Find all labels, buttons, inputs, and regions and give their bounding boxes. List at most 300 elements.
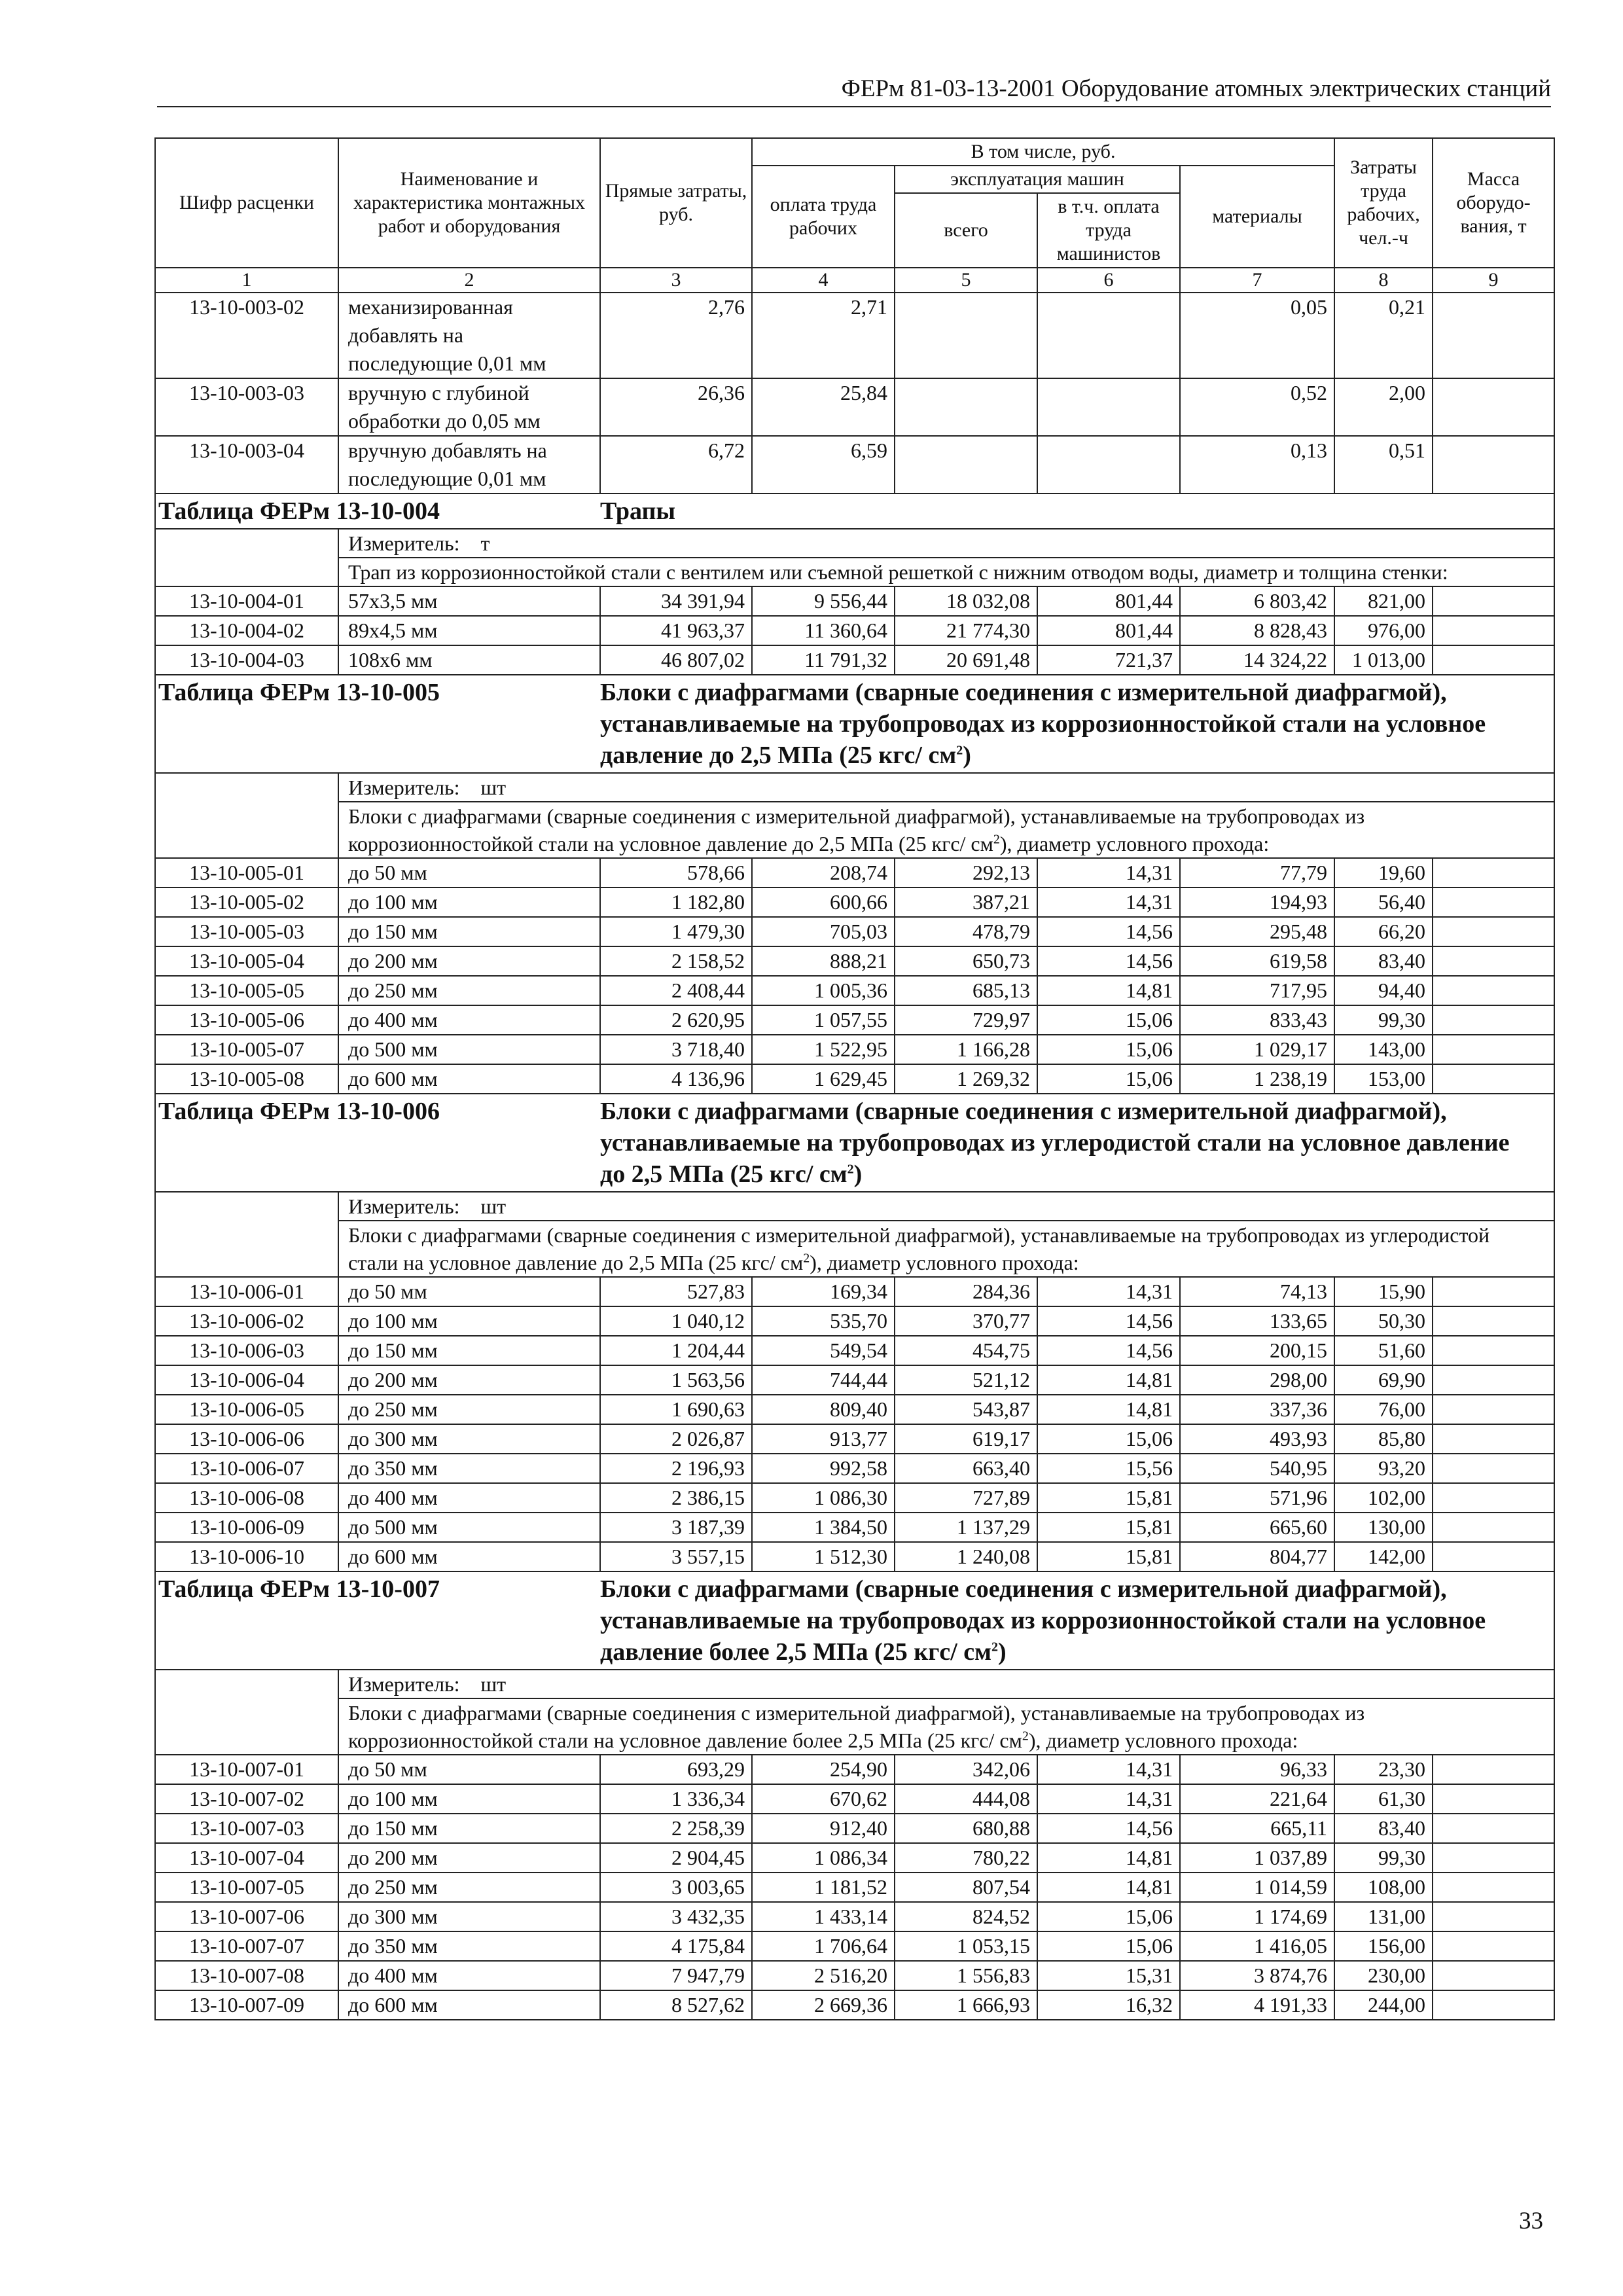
norm-table-title-row — [155, 1571, 1554, 1670]
meter-label: Измеритель: — [348, 531, 460, 555]
value-direct: 2 620,95 — [600, 1005, 752, 1035]
table-row — [155, 1064, 1554, 1094]
value-hours: 83,40 — [1334, 946, 1433, 976]
rate-code: 13-10-007-05 — [155, 1873, 338, 1902]
value-mach — [895, 436, 1037, 493]
table-row — [155, 1424, 1554, 1454]
value-mat: 96,33 — [1180, 1755, 1334, 1784]
value-mat: 493,93 — [1180, 1424, 1334, 1454]
column-numbers-row — [155, 268, 1554, 293]
value-mach: 1 137,29 — [895, 1513, 1037, 1542]
value-hours: 1 013,00 — [1334, 645, 1433, 675]
meter-unit: шт — [480, 1672, 507, 1696]
value-mach: 650,73 — [895, 946, 1037, 976]
value-mach-pay: 14,56 — [1037, 946, 1180, 976]
page-number: 33 — [1519, 2208, 1543, 2234]
work-name: до 200 мм — [338, 1843, 600, 1873]
value-mat: 77,79 — [1180, 858, 1334, 888]
value-hours: 244,00 — [1334, 1990, 1433, 2020]
value-mach: 1 556,83 — [895, 1961, 1037, 1990]
header-machinists-pay: в т.ч. оплата труда машинистов — [1037, 193, 1180, 268]
value-mat: 0,13 — [1180, 436, 1334, 493]
value-mass — [1433, 858, 1554, 888]
norms-body — [155, 293, 1554, 2020]
value-labor: 1 433,14 — [752, 1902, 895, 1931]
header-name: Наименование и характеристика монтажных работ и оборудования — [338, 138, 600, 268]
value-direct: 3 432,35 — [600, 1902, 752, 1931]
meter-row — [155, 1670, 1554, 1698]
value-direct: 46 807,02 — [600, 645, 752, 675]
value-labor: 888,21 — [752, 946, 895, 976]
rate-code: 13-10-007-09 — [155, 1990, 338, 2020]
header-incl: В том числе, руб. — [752, 138, 1334, 166]
value-labor: 1 384,50 — [752, 1513, 895, 1542]
table-row — [155, 976, 1554, 1005]
value-labor: 705,03 — [752, 917, 895, 946]
value-mass — [1433, 1513, 1554, 1542]
value-hours: 143,00 — [1334, 1035, 1433, 1064]
value-labor: 600,66 — [752, 888, 895, 917]
value-mach: 780,22 — [895, 1843, 1037, 1873]
description-row — [155, 558, 1554, 586]
value-mach-pay: 14,56 — [1037, 1814, 1180, 1843]
value-labor: 1 512,30 — [752, 1542, 895, 1571]
meter-indent — [155, 529, 338, 558]
value-mass — [1433, 436, 1554, 493]
value-labor: 169,34 — [752, 1277, 895, 1306]
value-mach: 1 269,32 — [895, 1064, 1037, 1094]
value-mass — [1433, 1902, 1554, 1931]
description-indent — [155, 558, 338, 586]
value-mach: 1 166,28 — [895, 1035, 1037, 1064]
norm-table-title: Блоки с диафрагмами (сварные соединения с измерительной диафрагмой), устанавливаемые на трубопроводах из коррозионностойкой стали на условное давление более 2,5 МПа (25 кгс/ $см^2$) — [600, 1571, 1554, 1670]
value-mach: 729,97 — [895, 1005, 1037, 1035]
norm-table-title-row — [155, 493, 1554, 529]
column-number: 4 — [752, 268, 895, 293]
rate-code: 13-10-006-10 — [155, 1542, 338, 1571]
value-hours: 821,00 — [1334, 586, 1433, 616]
value-mass — [1433, 1277, 1554, 1306]
table-row — [155, 1843, 1554, 1873]
value-mass — [1433, 1395, 1554, 1424]
value-direct: 1 182,80 — [600, 888, 752, 917]
value-mat: 571,96 — [1180, 1483, 1334, 1513]
value-mat: 540,95 — [1180, 1454, 1334, 1483]
work-name: до 400 мм — [338, 1961, 600, 1990]
work-name: до 50 мм — [338, 858, 600, 888]
table-row — [155, 1306, 1554, 1336]
value-mass — [1433, 1483, 1554, 1513]
rate-code: 13-10-004-01 — [155, 586, 338, 616]
value-mach-pay — [1037, 378, 1180, 436]
value-mass — [1433, 1365, 1554, 1395]
value-direct: 4 175,84 — [600, 1931, 752, 1961]
work-name: вручную добавлять на последующие 0,01 мм — [338, 436, 600, 493]
norm-table-title-row — [155, 1094, 1554, 1192]
value-mass — [1433, 917, 1554, 946]
value-mach-pay: 14,56 — [1037, 1306, 1180, 1336]
value-mat: 1 174,69 — [1180, 1902, 1334, 1931]
work-name: до 400 мм — [338, 1005, 600, 1035]
table-row — [155, 1395, 1554, 1424]
value-hours: 2,00 — [1334, 378, 1433, 436]
meter — [338, 529, 1554, 558]
value-labor: 744,44 — [752, 1365, 895, 1395]
value-labor: 670,62 — [752, 1784, 895, 1814]
value-mass — [1433, 1306, 1554, 1336]
value-mach-pay: 14,31 — [1037, 1755, 1180, 1784]
table-row — [155, 616, 1554, 645]
value-mach: 370,77 — [895, 1306, 1037, 1336]
table-row — [155, 586, 1554, 616]
value-mass — [1433, 1336, 1554, 1365]
work-name: 57х3,5 мм — [338, 586, 600, 616]
value-direct: 41 963,37 — [600, 616, 752, 645]
norm-table-title: Блоки с диафрагмами (сварные соединения с измерительной диафрагмой), устанавливаемые на трубопроводах из углеродистой стали на условное давление до 2,5 МПа (25 кгс/ $см^2$) — [600, 1094, 1554, 1192]
work-name: до 300 мм — [338, 1902, 600, 1931]
value-mat: 6 803,42 — [1180, 586, 1334, 616]
value-hours: 66,20 — [1334, 917, 1433, 946]
value-hours: 130,00 — [1334, 1513, 1433, 1542]
value-mach-pay: 14,56 — [1037, 917, 1180, 946]
value-labor: 6,59 — [752, 436, 895, 493]
value-mass — [1433, 1064, 1554, 1094]
value-labor: 912,40 — [752, 1814, 895, 1843]
work-name: до 500 мм — [338, 1513, 600, 1542]
value-mach: 444,08 — [895, 1784, 1037, 1814]
work-name: до 150 мм — [338, 1814, 600, 1843]
value-hours: 102,00 — [1334, 1483, 1433, 1513]
value-mach-pay: 14,81 — [1037, 976, 1180, 1005]
value-mach-pay: 14,31 — [1037, 1784, 1180, 1814]
value-mat: 717,95 — [1180, 976, 1334, 1005]
value-mat: 221,64 — [1180, 1784, 1334, 1814]
header-labor-pay: оплата труда рабочих — [752, 166, 895, 268]
value-direct: 4 136,96 — [600, 1064, 752, 1094]
work-name: до 400 мм — [338, 1483, 600, 1513]
table-row — [155, 1513, 1554, 1542]
value-direct: 6,72 — [600, 436, 752, 493]
value-hours: 15,90 — [1334, 1277, 1433, 1306]
running-head: ФЕРм 81-03-13-2001 Оборудование атомных электрических станций — [157, 73, 1551, 107]
value-hours: 19,60 — [1334, 858, 1433, 888]
meter-unit: шт — [480, 776, 507, 799]
table-row — [155, 1814, 1554, 1843]
value-labor: 1 057,55 — [752, 1005, 895, 1035]
value-mass — [1433, 1843, 1554, 1873]
value-mach-pay: 15,06 — [1037, 1064, 1180, 1094]
value-mach: 543,87 — [895, 1395, 1037, 1424]
description: Блоки с диафрагмами (сварные соединения с измерительной диафрагмой), устанавливаемые на трубопроводах из углеродистой стали на условное давление до 2,5 МПа (25 кгс/ $см^2$), диаметр условного прохода: — [338, 1221, 1554, 1277]
value-hours: 99,30 — [1334, 1843, 1433, 1873]
column-number: 3 — [600, 268, 752, 293]
work-name: до 250 мм — [338, 976, 600, 1005]
table-row — [155, 1005, 1554, 1035]
rate-code: 13-10-007-04 — [155, 1843, 338, 1873]
value-mach-pay: 15,56 — [1037, 1454, 1180, 1483]
table-row — [155, 1902, 1554, 1931]
value-labor: 11 791,32 — [752, 645, 895, 675]
work-name: до 100 мм — [338, 1306, 600, 1336]
value-labor: 1 522,95 — [752, 1035, 895, 1064]
value-mach-pay: 801,44 — [1037, 616, 1180, 645]
value-mach: 284,36 — [895, 1277, 1037, 1306]
table-row — [155, 293, 1554, 378]
value-hours: 0,21 — [1334, 293, 1433, 378]
value-direct: 3 718,40 — [600, 1035, 752, 1064]
work-name: до 150 мм — [338, 1336, 600, 1365]
table-row — [155, 1755, 1554, 1784]
description: Блоки с диафрагмами (сварные соединения с измерительной диафрагмой), устанавливаемые на трубопроводах из коррозионностойкой стали на условное давление более 2,5 МПа (25 кгс/ $см^2$), диаметр условного прохода: — [338, 1698, 1554, 1755]
header-materials: материалы — [1180, 166, 1334, 268]
value-mach-pay: 14,31 — [1037, 1277, 1180, 1306]
value-mach: 454,75 — [895, 1336, 1037, 1365]
value-direct: 2 026,87 — [600, 1424, 752, 1454]
value-mat: 0,05 — [1180, 293, 1334, 378]
rate-code: 13-10-003-03 — [155, 378, 338, 436]
work-name: до 300 мм — [338, 1424, 600, 1454]
norms-table — [154, 137, 1555, 2020]
value-mach-pay: 14,56 — [1037, 1336, 1180, 1365]
value-mass — [1433, 1990, 1554, 2020]
value-hours: 83,40 — [1334, 1814, 1433, 1843]
value-labor: 1 005,36 — [752, 976, 895, 1005]
rate-code: 13-10-005-02 — [155, 888, 338, 917]
value-mat: 14 324,22 — [1180, 645, 1334, 675]
value-direct: 7 947,79 — [600, 1961, 752, 1990]
rate-code: 13-10-006-03 — [155, 1336, 338, 1365]
value-mass — [1433, 1931, 1554, 1961]
value-mach-pay: 15,06 — [1037, 1424, 1180, 1454]
value-labor: 992,58 — [752, 1454, 895, 1483]
header-machines: эксплуатация машин — [895, 166, 1180, 193]
value-hours: 108,00 — [1334, 1873, 1433, 1902]
value-mat: 804,77 — [1180, 1542, 1334, 1571]
value-mat: 1 037,89 — [1180, 1843, 1334, 1873]
value-mach: 387,21 — [895, 888, 1037, 917]
value-mach-pay: 15,81 — [1037, 1542, 1180, 1571]
norm-table-number: Таблица ФЕРм 13-10-006 — [155, 1094, 600, 1192]
value-mach: 680,88 — [895, 1814, 1037, 1843]
value-mass — [1433, 1961, 1554, 1990]
value-direct: 1 563,56 — [600, 1365, 752, 1395]
norm-table-number: Таблица ФЕРм 13-10-004 — [155, 493, 600, 529]
value-mat: 74,13 — [1180, 1277, 1334, 1306]
table-row — [155, 946, 1554, 976]
value-direct: 2,76 — [600, 293, 752, 378]
value-direct: 2 386,15 — [600, 1483, 752, 1513]
value-mach: 342,06 — [895, 1755, 1037, 1784]
value-direct: 26,36 — [600, 378, 752, 436]
value-direct: 1 479,30 — [600, 917, 752, 946]
value-hours: 976,00 — [1334, 616, 1433, 645]
value-mach: 807,54 — [895, 1873, 1037, 1902]
value-mach: 1 666,93 — [895, 1990, 1037, 2020]
value-labor: 9 556,44 — [752, 586, 895, 616]
rate-code: 13-10-007-02 — [155, 1784, 338, 1814]
value-mass — [1433, 946, 1554, 976]
value-mat: 3 874,76 — [1180, 1961, 1334, 1990]
value-mat: 8 828,43 — [1180, 616, 1334, 645]
rate-code: 13-10-005-04 — [155, 946, 338, 976]
value-mach-pay: 15,06 — [1037, 1931, 1180, 1961]
value-hours: 94,40 — [1334, 976, 1433, 1005]
work-name: до 350 мм — [338, 1931, 600, 1961]
value-labor: 2,71 — [752, 293, 895, 378]
rate-code: 13-10-003-04 — [155, 436, 338, 493]
value-direct: 1 336,34 — [600, 1784, 752, 1814]
rate-code: 13-10-007-03 — [155, 1814, 338, 1843]
value-hours: 69,90 — [1334, 1365, 1433, 1395]
table-row — [155, 1873, 1554, 1902]
value-mass — [1433, 1424, 1554, 1454]
description-row — [155, 1221, 1554, 1277]
value-mach-pay: 15,06 — [1037, 1035, 1180, 1064]
value-hours: 85,80 — [1334, 1424, 1433, 1454]
value-hours: 230,00 — [1334, 1961, 1433, 1990]
value-mass — [1433, 378, 1554, 436]
value-hours: 76,00 — [1334, 1395, 1433, 1424]
value-mass — [1433, 1873, 1554, 1902]
value-mat: 295,48 — [1180, 917, 1334, 946]
value-mach-pay: 15,81 — [1037, 1483, 1180, 1513]
value-mach: 1 053,15 — [895, 1931, 1037, 1961]
work-name: до 50 мм — [338, 1277, 600, 1306]
value-direct: 3 557,15 — [600, 1542, 752, 1571]
value-mach — [895, 378, 1037, 436]
description-indent — [155, 1221, 338, 1277]
value-hours: 51,60 — [1334, 1336, 1433, 1365]
work-name: 108х6 мм — [338, 645, 600, 675]
value-direct: 693,29 — [600, 1755, 752, 1784]
value-mach: 21 774,30 — [895, 616, 1037, 645]
rate-code: 13-10-006-01 — [155, 1277, 338, 1306]
value-labor: 1 086,30 — [752, 1483, 895, 1513]
header-direct: Прямые затраты, руб. — [600, 138, 752, 268]
description-row — [155, 802, 1554, 858]
value-mach-pay: 801,44 — [1037, 586, 1180, 616]
value-mach: 1 240,08 — [895, 1542, 1037, 1571]
value-mass — [1433, 976, 1554, 1005]
value-mass — [1433, 1035, 1554, 1064]
value-labor: 208,74 — [752, 858, 895, 888]
value-direct: 2 408,44 — [600, 976, 752, 1005]
value-direct: 527,83 — [600, 1277, 752, 1306]
value-mass — [1433, 1542, 1554, 1571]
table-row — [155, 1277, 1554, 1306]
value-mach: 824,52 — [895, 1902, 1037, 1931]
value-direct: 1 204,44 — [600, 1336, 752, 1365]
value-mach-pay: 14,81 — [1037, 1365, 1180, 1395]
value-mat: 833,43 — [1180, 1005, 1334, 1035]
column-number: 6 — [1037, 268, 1180, 293]
column-number: 7 — [1180, 268, 1334, 293]
value-labor: 254,90 — [752, 1755, 895, 1784]
norm-table-title: Блоки с диафрагмами (сварные соединения с измерительной диафрагмой), устанавливаемые на трубопроводах из коррозионностойкой стали на условное давление до 2,5 МПа (25 кгс/ $см^2$) — [600, 675, 1554, 773]
table-row — [155, 1784, 1554, 1814]
value-mat: 298,00 — [1180, 1365, 1334, 1395]
value-hours: 153,00 — [1334, 1064, 1433, 1094]
value-direct: 2 904,45 — [600, 1843, 752, 1873]
value-hours: 0,51 — [1334, 436, 1433, 493]
rate-code: 13-10-005-01 — [155, 858, 338, 888]
work-name: до 200 мм — [338, 946, 600, 976]
table-row — [155, 1365, 1554, 1395]
value-mass — [1433, 1784, 1554, 1814]
meter-indent — [155, 773, 338, 802]
value-mach-pay: 15,31 — [1037, 1961, 1180, 1990]
description: Блоки с диафрагмами (сварные соединения с измерительной диафрагмой), устанавливаемые на трубопроводах из коррозионностойкой стали на условное давление до 2,5 МПа (25 кгс/ $см^2$), диаметр условного прохода: — [338, 802, 1554, 858]
value-hours: 93,20 — [1334, 1454, 1433, 1483]
value-mat: 133,65 — [1180, 1306, 1334, 1336]
value-mach: 18 032,08 — [895, 586, 1037, 616]
rate-code: 13-10-005-03 — [155, 917, 338, 946]
rate-code: 13-10-006-04 — [155, 1365, 338, 1395]
meter — [338, 1192, 1554, 1221]
table-row — [155, 1931, 1554, 1961]
value-hours: 56,40 — [1334, 888, 1433, 917]
value-mach-pay: 14,81 — [1037, 1395, 1180, 1424]
rate-code: 13-10-006-09 — [155, 1513, 338, 1542]
value-mach: 478,79 — [895, 917, 1037, 946]
value-mach-pay: 15,06 — [1037, 1902, 1180, 1931]
header-mass: Масса оборудо-вания, т — [1433, 138, 1554, 268]
meter-unit: т — [480, 531, 490, 555]
value-direct: 8 527,62 — [600, 1990, 752, 2020]
value-mach: 20 691,48 — [895, 645, 1037, 675]
work-name: до 250 мм — [338, 1395, 600, 1424]
value-direct: 1 040,12 — [600, 1306, 752, 1336]
rate-code: 13-10-006-07 — [155, 1454, 338, 1483]
value-mass — [1433, 586, 1554, 616]
rate-code: 13-10-007-08 — [155, 1961, 338, 1990]
value-mat: 1 416,05 — [1180, 1931, 1334, 1961]
work-name: до 50 мм — [338, 1755, 600, 1784]
meter-indent — [155, 1670, 338, 1698]
value-labor: 809,40 — [752, 1395, 895, 1424]
value-direct: 2 258,39 — [600, 1814, 752, 1843]
rate-code: 13-10-005-06 — [155, 1005, 338, 1035]
norm-table-title-row — [155, 675, 1554, 773]
column-number: 8 — [1334, 268, 1433, 293]
meter-row — [155, 529, 1554, 558]
value-direct: 1 690,63 — [600, 1395, 752, 1424]
table-row — [155, 1483, 1554, 1513]
rate-code: 13-10-004-03 — [155, 645, 338, 675]
value-mass — [1433, 1005, 1554, 1035]
work-name: до 600 мм — [338, 1990, 600, 2020]
table-row — [155, 645, 1554, 675]
value-labor: 25,84 — [752, 378, 895, 436]
rate-code: 13-10-004-02 — [155, 616, 338, 645]
rate-code: 13-10-006-02 — [155, 1306, 338, 1336]
norm-table-number: Таблица ФЕРм 13-10-005 — [155, 675, 600, 773]
rate-code: 13-10-006-05 — [155, 1395, 338, 1424]
column-number: 2 — [338, 268, 600, 293]
work-name: до 100 мм — [338, 1784, 600, 1814]
value-mass — [1433, 645, 1554, 675]
value-direct: 3 003,65 — [600, 1873, 752, 1902]
meter-row — [155, 1192, 1554, 1221]
column-number: 5 — [895, 268, 1037, 293]
table-row — [155, 917, 1554, 946]
table-row — [155, 1336, 1554, 1365]
work-name: до 500 мм — [338, 1035, 600, 1064]
meter — [338, 1670, 1554, 1698]
value-direct: 34 391,94 — [600, 586, 752, 616]
meter — [338, 773, 1554, 802]
value-mach-pay: 15,06 — [1037, 1005, 1180, 1035]
